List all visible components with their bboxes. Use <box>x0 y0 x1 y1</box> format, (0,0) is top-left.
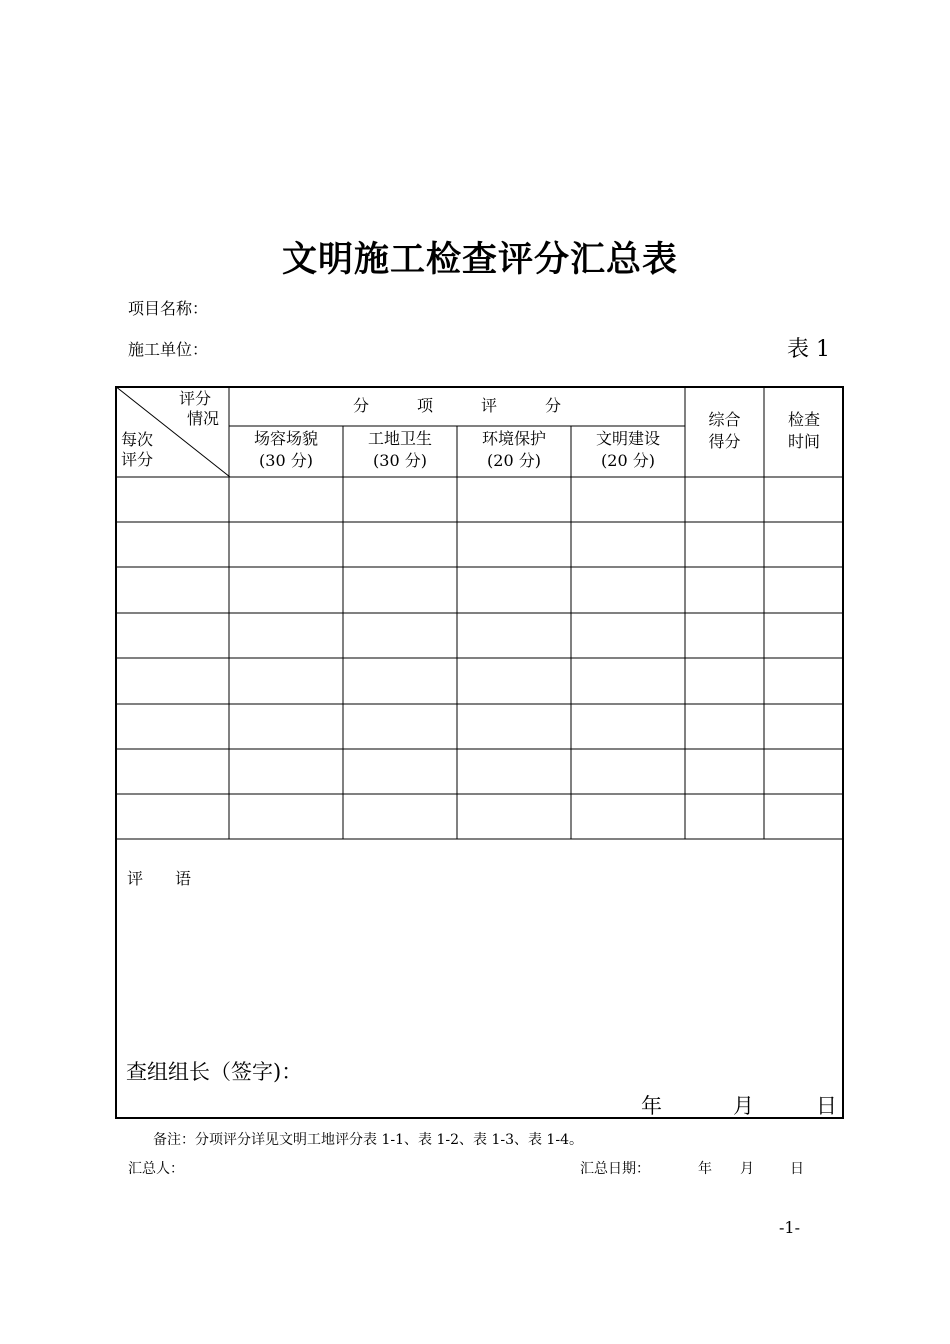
summary-month: 月 <box>740 1161 754 1177</box>
summary-year: 年 <box>698 1161 712 1177</box>
signature-label: 查组组长（签字)： <box>126 1060 303 1084</box>
sub-header-site-hygiene: 工地卫生 (30 分) <box>367 429 432 470</box>
construction-unit-label: 施工单位： <box>128 340 209 359</box>
table-number: 表 1 <box>787 337 830 362</box>
document-title: 文明施工检查评分汇总表 <box>281 240 678 280</box>
sub-header-site-appearance: 场容场貌 (30 分) <box>253 429 318 470</box>
signature-month: 月 <box>733 1094 754 1118</box>
footnote: 备注：分项评分详见文明工地评分表 1-1、表 1-2、表 1-3、表 1-4。 <box>153 1132 583 1148</box>
signature-year: 年 <box>641 1094 662 1118</box>
table-lines <box>115 386 844 1119</box>
inspection-time-header: 检查 时间 <box>787 410 820 451</box>
corner-bottom-label: 每次 评分 <box>121 430 154 469</box>
total-score-header: 综合 得分 <box>708 410 741 451</box>
corner-top-label: 评分 情况 <box>178 389 219 428</box>
comments-label: 评 语 <box>127 869 192 888</box>
project-name-label: 项目名称： <box>128 299 209 318</box>
group-header: 分 项 评 分 <box>352 396 561 415</box>
compiler-label: 汇总人： <box>128 1161 184 1177</box>
summary-date-label: 汇总日期： <box>580 1161 650 1177</box>
signature-day: 日 <box>816 1094 837 1118</box>
sub-header-environment: 环境保护 (20 分) <box>481 429 546 470</box>
sub-header-civilized-construction: 文明建设 (20 分) <box>595 429 660 470</box>
page-number: -1- <box>779 1218 800 1237</box>
summary-day: 日 <box>790 1161 804 1177</box>
table-grid <box>115 386 844 1119</box>
